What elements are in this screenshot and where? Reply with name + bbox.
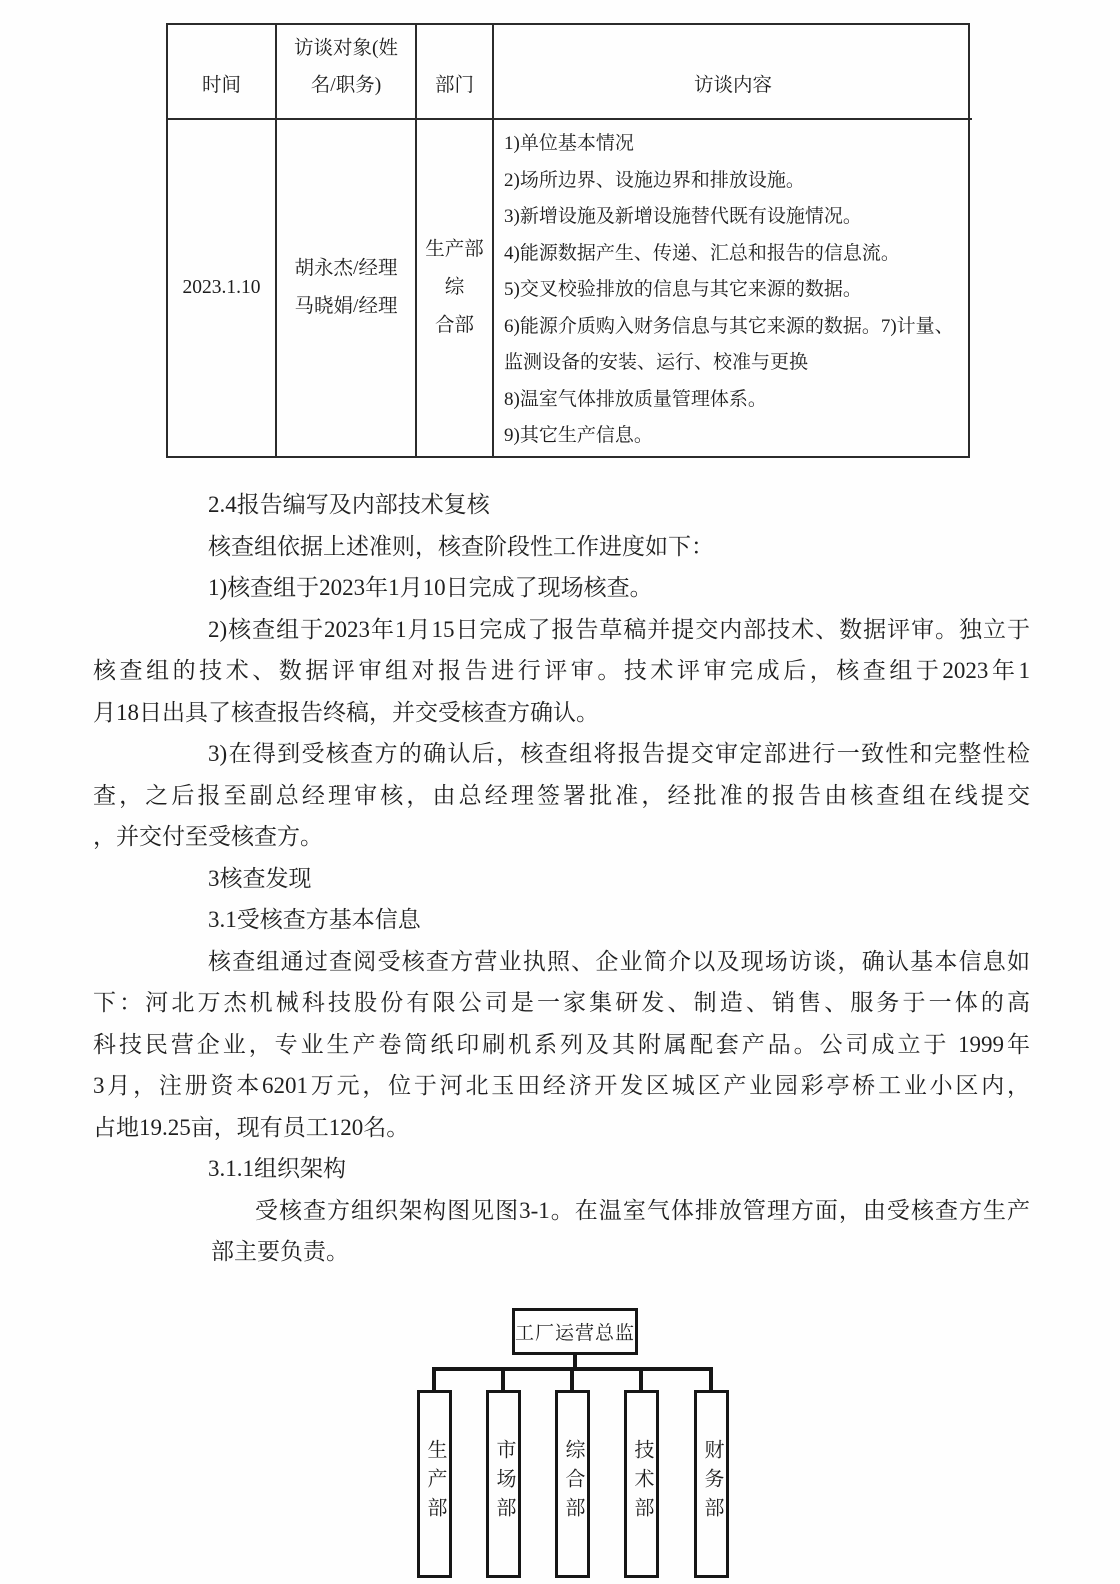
dept-label: 市场部 [493,1439,515,1526]
orgchart-dept-box [555,1390,590,1578]
body-line: 占地19.25亩，现有员工120名。 [93,1114,410,1140]
heading-3-1: 3.1受核查方基本信息 [208,907,421,932]
heading-3-1-1: 3.1.1组织架构 [208,1156,346,1181]
body-line: 查，之后报至副总经理审核，由总经理签署批准，经批准的报告由核查组在线提交 [93,782,1030,808]
row-cell-interviewee [275,120,415,456]
body-line: 月18日出具了核查报告终稿，并交受核查方确认。 [93,699,599,725]
content-item: 9)其它生产信息。 [504,425,653,446]
content-item: 6)能源介质购入财务信息与其它来源的数据。7)计量、监测设备的安装、运行、校准与更换 [504,315,954,373]
heading-3: 3核查发现 [208,865,312,891]
body-line: 3)在得到受核查方的确认后，核查组将报告提交审定部进行一致性和完整性检 [208,741,1030,766]
heading-2-4: 2.4报告编写及内部技术复核 [208,492,490,517]
header-cell-department [415,25,492,120]
header-time-label: 时间 [201,74,241,96]
content-item: 3)新增设施及新增设施替代既有设施情况。 [504,206,862,227]
body-text [93,484,1030,1273]
orgchart-drop-line [501,1367,505,1392]
interview-table [166,23,970,458]
row-cell-department [415,120,492,456]
body-line: 核查组的技术、数据评审组对报告进行评审。技术评审完成后，核查组于2023年1 [93,658,1030,683]
body-line: 3月，注册资本6201万元，位于河北玉田经济开发区城区产业园彩亭桥工业小区内， [93,1073,1030,1098]
dept-label: 生产部 [424,1439,446,1526]
header-interviewee-line2: 名/职务) [310,74,382,96]
dept-label: 综合部 [562,1439,584,1526]
content-item: 1)单位基本情况 [504,133,634,154]
dept-label: 财务部 [701,1439,723,1526]
header-cell-interviewee [275,25,415,120]
header-cell-content [492,25,972,120]
orgchart-dept-box [486,1390,521,1578]
header-cell-time [168,25,275,120]
orgchart-root-box [512,1308,638,1355]
body-line: 下：河北万杰机械科技股份有限公司是一家集研发、制造、销售、服务于一体的高 [93,990,1030,1015]
orgchart-dept-box [417,1390,452,1578]
header-content-label: 访谈内容 [693,74,772,96]
content-item: 2)场所边界、设施边界和排放设施。 [504,169,805,191]
header-interviewee-line1: 访谈对象(姓 [294,38,398,59]
orgchart-dept-box [624,1390,659,1578]
orgchart-dept-box [694,1390,729,1578]
body-line: 核查组依据上述准则，核查阶段性工作进度如下： [208,533,714,559]
content-item: 5)交叉校验排放的信息与其它来源的数据。 [504,279,862,300]
dept-label: 技术部 [631,1439,653,1526]
department-line2: 合部 [434,315,474,336]
body-line: 受核查方组织架构图见图3-1。在温室气体排放管理方面，由受核查方生产 [255,1197,1030,1223]
interviewee-2: 马晓娟/经理 [294,296,398,317]
orgchart-drop-line [639,1367,643,1392]
content-item: 4)能源数据产生、传递、汇总和报告的信息流。 [504,242,900,264]
body-line: 核查组通过查阅受核查方营业执照、企业简介以及现场访谈，确认基本信息如 [208,948,1030,974]
interviewee-1: 胡永杰/经理 [294,258,398,279]
body-line: 科技民营企业，专业生产卷筒纸印刷机系列及其附属配套产品。公司成立于 1999年 [93,1031,1030,1057]
content-item: 8)温室气体排放质量管理体系。 [504,388,767,410]
orgchart-drop-line [709,1367,713,1392]
interview-date: 2023.1.10 [182,277,261,298]
row-cell-content [492,120,972,456]
orgchart-drop-line [432,1367,436,1392]
orgchart-root-label: 工厂运营总监 [515,1323,636,1344]
body-line: 部主要负责。 [211,1239,349,1264]
row-cell-time [168,120,275,456]
department-line1: 生产部综 [425,239,484,298]
orgchart-drop-line [570,1367,574,1392]
body-line: ，并交付至受核查方。 [93,824,323,849]
body-line: 2)核查组于2023年1月15日完成了报告草稿并提交内部技术、数据评审。独立于 [208,616,1030,642]
header-department-label: 部门 [434,74,474,96]
body-line: 1)核查组于2023年1月10日完成了现场核查。 [208,575,653,600]
